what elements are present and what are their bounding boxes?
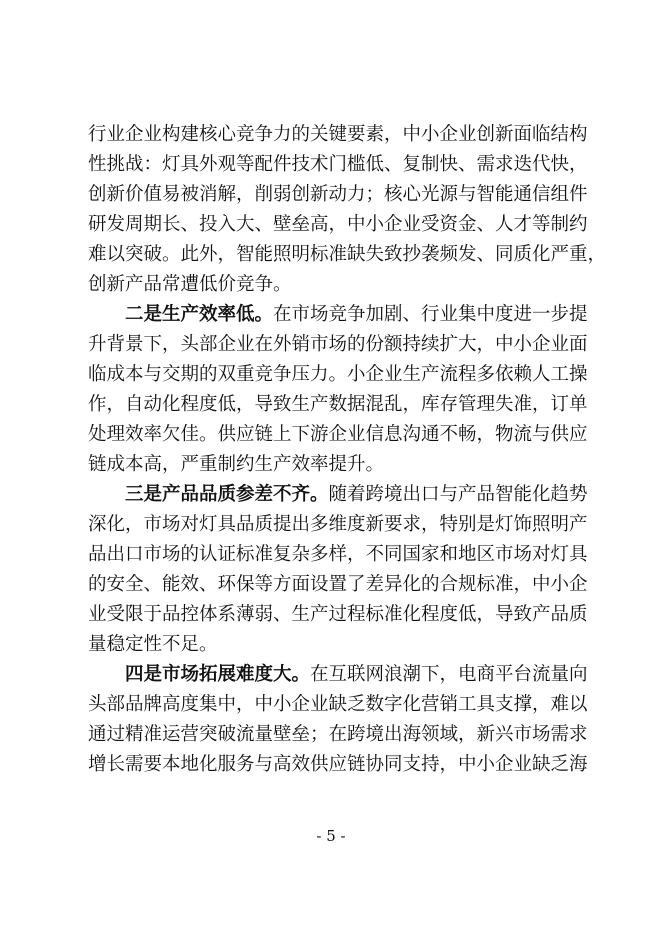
text-line: 创新产品常遭低价竞争。 (88, 274, 292, 295)
text-line: 性挑战：灯具外观等配件技术门槛低、复制快、需求迭代快， (88, 154, 588, 175)
paragraph-product-quality (88, 480, 588, 660)
body-text (88, 120, 607, 780)
text-line (88, 300, 588, 330)
text-line: 升背景下，头部企业在外销市场的份额持续扩大，中小企业面 (88, 334, 588, 355)
text-line: 量稳定性不足。 (88, 634, 218, 655)
paragraph-heading: 二是生产效率低。 (125, 304, 274, 325)
text-line: 临成本与交期的双重竞争压力。小企业生产流程多依赖人工操 (88, 364, 588, 385)
paragraph-innovation (88, 120, 607, 300)
text-run: 在互联网浪潮下，电商平台流量向 (310, 664, 588, 685)
paragraph-heading: 四是市场拓展难度大。 (125, 664, 311, 685)
text-line: 品出口市场的认证标准复杂多样，不同国家和地区市场对灯具 (88, 544, 588, 565)
text-run: 在市场竞争加剧、行业集中度进一步提 (273, 304, 588, 325)
text-line (88, 480, 588, 510)
text-line: 深化，市场对灯具品质提出多维度新要求，特别是灯饰照明产 (88, 514, 588, 535)
text-line: 创新价值易被消解，削弱创新动力；核心光源与智能通信组件 (88, 184, 588, 205)
text-run: 随着跨境出口与产品智能化趋势 (328, 484, 588, 505)
text-line: 头部品牌高度集中，中小企业缺乏数字化营销工具支撑，难以 (88, 694, 588, 715)
text-line: 处理效率欠佳。供应链上下游企业信息沟通不畅，物流与供应 (88, 424, 588, 445)
text-line: 链成本高，严重制约生产效率提升。 (88, 454, 385, 475)
text-line: 难以突破。此外，智能照明标准缺失致抄袭频发、同质化严重， (88, 244, 607, 265)
paragraph-production-efficiency (88, 300, 588, 480)
paragraph-market-expansion (88, 660, 588, 780)
paragraph-heading: 三是产品品质参差不齐。 (125, 484, 329, 505)
text-line: 作，自动化程度低，导致生产数据混乱，库存管理失准，订单 (88, 394, 588, 415)
page-number: - 5 - (316, 827, 346, 845)
text-line: 通过精准运营突破流量壁垒；在跨境出海领域，新兴市场需求 (88, 724, 588, 745)
text-line: 行业企业构建核心竞争力的关键要素，中小企业创新面临结构 (88, 124, 588, 145)
text-line: 研发周期长、投入大、壁垒高，中小企业受资金、人才等制约 (88, 214, 588, 235)
text-line (88, 660, 588, 690)
text-line: 业受限于品控体系薄弱、生产过程标准化程度低，导致产品质 (88, 604, 588, 625)
text-line: 增长需要本地化服务与高效供应链协同支持，中小企业缺乏海 (88, 754, 588, 775)
text-line: 的安全、能效、环保等方面设置了差异化的合规标准，中小企 (88, 574, 588, 595)
